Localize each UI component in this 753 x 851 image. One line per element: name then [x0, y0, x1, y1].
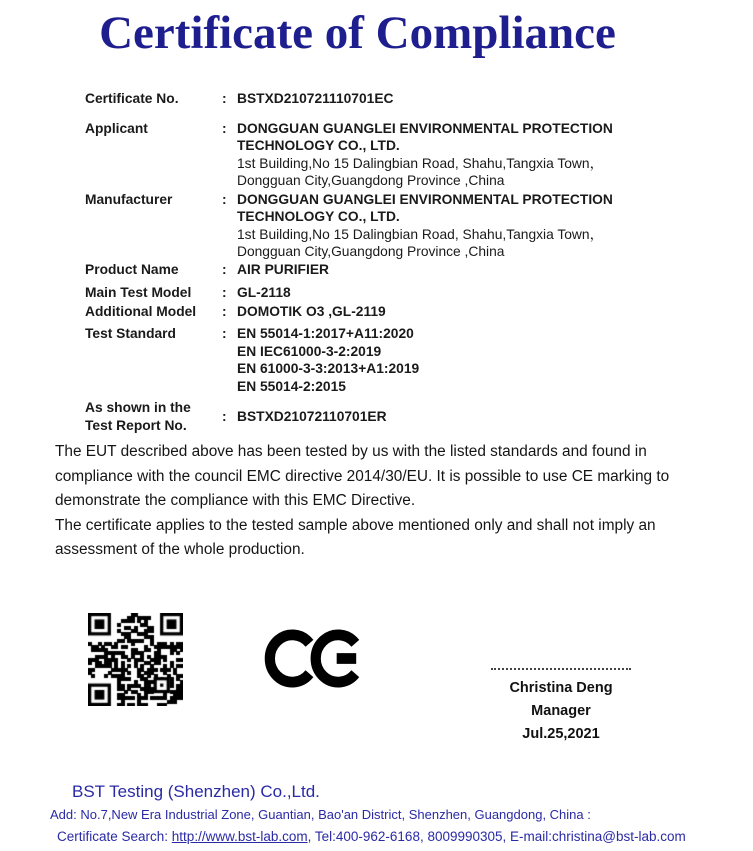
field-colon: : [222, 120, 227, 136]
applicant-name-line: DONGGUAN GUANGLEI ENVIRONMENTAL PROTECTION [237, 120, 613, 136]
certificate-title: Certificate of Compliance [99, 7, 616, 59]
field-value [237, 261, 715, 279]
field-colon: : [222, 261, 227, 277]
field-label [85, 399, 222, 434]
field-label: Product Name [85, 261, 179, 277]
field-value [237, 408, 715, 426]
main-test-model: GL-2118 [237, 285, 291, 300]
field-value [237, 120, 715, 190]
field-label: Applicant [85, 120, 148, 136]
field-label: Additional Model [85, 303, 197, 319]
signature-block [477, 668, 645, 746]
field-label-line: Test Report No. [85, 417, 187, 433]
field-label: Certificate No. [85, 91, 179, 106]
field-row-manufacturer [85, 191, 715, 261]
field-value [237, 191, 715, 261]
field-colon: : [222, 326, 227, 341]
additional-model: DOMOTIK O3 ,GL-2119 [237, 303, 386, 319]
field-label: Test Standard [85, 326, 176, 341]
compliance-statement [55, 440, 705, 563]
manufacturer-name-line: DONGGUAN GUANGLEI ENVIRONMENTAL PROTECTION [237, 191, 613, 207]
footer [0, 781, 753, 845]
test-standard-line: EN 61000-3-3:2013+A1:2019 [237, 361, 420, 376]
field-value [237, 284, 715, 302]
field-row-certificate-no [85, 90, 715, 108]
field-value [237, 90, 715, 108]
field-colon: : [222, 285, 227, 300]
footer-address: Add: No.7,New Era Industrial Zone, Guantian, Bao'an District, Shenzhen, Guangdong, China : [50, 807, 591, 822]
test-standard-line: EN 55014-1:2017+A11:2020 [237, 326, 414, 341]
manufacturer-address-line: Dongguan City,Guangdong Province ,China [237, 244, 505, 259]
field-row-test-report-no [85, 399, 715, 434]
signer-role: Manager [531, 703, 591, 719]
signer-name: Christina Deng [509, 680, 613, 696]
manufacturer-address-line: 1st Building,No 15 Dalingbian Road, Shahu,Tangxia Town， [237, 226, 604, 242]
manufacturer-name-line: TECHNOLOGY CO., LTD. [237, 209, 400, 224]
field-colon: : [222, 91, 227, 106]
test-standard-line: EN IEC61000-3-2:2019 [237, 343, 382, 359]
statement-paragraph-1: The EUT described above has been tested by us with the listed standards and found in compliance with the council EMC directive 2014/30/EU. It is possible to use CE marking to demonstrate the compliance with this EMC Directive. [55, 443, 670, 510]
certificate-fields [85, 90, 715, 434]
field-row-product-name [85, 261, 715, 279]
field-value [237, 303, 715, 321]
ce-mark-icon [264, 620, 364, 697]
field-colon: : [222, 303, 227, 319]
field-value [237, 325, 715, 395]
footer-contact-line [57, 829, 753, 845]
signature-line [491, 668, 631, 670]
field-label-line: As shown in the [85, 400, 191, 415]
certificate-search-link[interactable]: http://www.bst-lab.com [171, 829, 308, 844]
applicant-name-line: TECHNOLOGY CO., LTD. [237, 138, 400, 153]
test-standard-line: EN 55014-2:2015 [237, 378, 346, 394]
footer-company-name: BST Testing (Shenzhen) Co.,Ltd. [72, 782, 320, 801]
certificate-search-label: Certificate Search: [57, 829, 172, 844]
statement-paragraph-2: The certificate applies to the tested sample above mentioned only and shall not imply an assessment of the whole production. [55, 516, 656, 559]
field-colon: : [222, 408, 227, 424]
footer-contact-info: , Tel:400-962-6168, 8009990305, E-mail:christina@bst-lab.com [307, 829, 686, 844]
field-label: Main Test Model [85, 285, 192, 300]
certificate-number: BSTXD210721110701EC [237, 91, 394, 106]
test-report-number: BSTXD21072110701ER [237, 408, 387, 424]
field-colon: : [222, 191, 227, 207]
field-row-additional-model [85, 303, 715, 321]
field-label: Manufacturer [85, 191, 173, 207]
applicant-address-line: Dongguan City,Guangdong Province ,China [237, 173, 505, 188]
field-row-test-standard [85, 325, 715, 395]
field-row-applicant [85, 120, 715, 190]
qr-code [88, 613, 183, 706]
product-name: AIR PURIFIER [237, 261, 329, 277]
applicant-address-line: 1st Building,No 15 Dalingbian Road, Shahu,Tangxia Town， [237, 155, 604, 171]
signature-date: Jul.25,2021 [522, 726, 600, 742]
field-row-main-test-model [85, 284, 715, 302]
